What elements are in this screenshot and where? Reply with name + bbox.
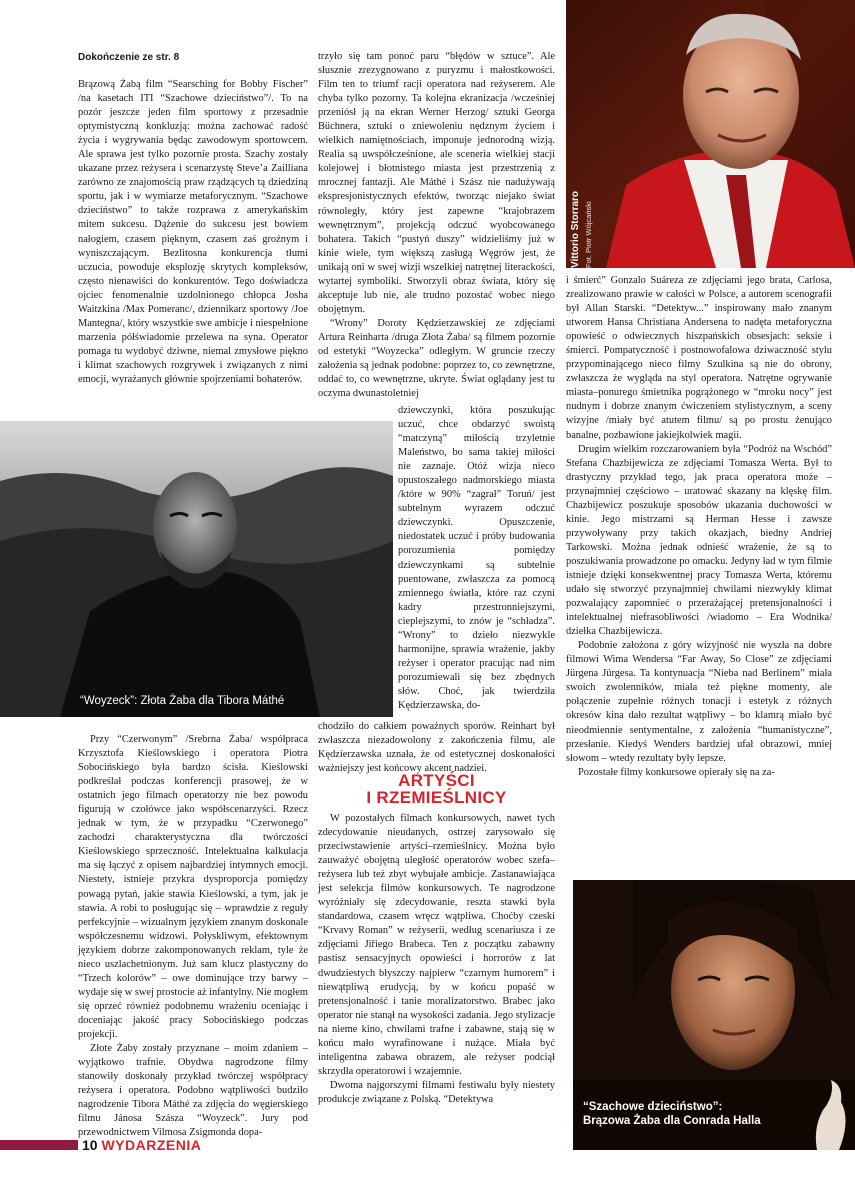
- portrait-credit: Fot. Piotr Wójcański: [584, 201, 593, 268]
- chess-caption: [583, 1100, 843, 1128]
- portrait-image: [566, 0, 855, 268]
- column-3: [566, 274, 832, 780]
- woyzeck-image: [0, 421, 393, 717]
- paragraph: dziewczynki, która poszukując uczuć, chce obdarzyć swoistą “matczyną” miłością trzyletnie Maleństwo, bo sama takiej miłości nie zaznaje. Otóż wizja nieco opustoszałego nadmorskiego miasta /które w 90% “zagrał” Toruń/ jest subtelnym wyrazem odczuć dziewczynki. Opuszczenie, niedostatek uczuć i próby budowania porozumienia pomiędzy dziewczynkami są subtelnie puentowane, zwłaszcza za pomocą zmiennego światła, które raz czyni kadry przestronniejszymi, cieplejszymi, to znów je “schładza”. “Wrony” to dzieło niezwykle harmonijne, sprawia wrażenie, jakby reżyser i operator pracując nad nim porozumiewali się bez zbędnych słów. Choć, jak twierdziła Kędzierzawska, do-: [398, 405, 555, 711]
- continuation-label: Dokończenie ze str. 8: [78, 52, 180, 63]
- paragraph: chodziło do całkiem poważnych sporów. Reinhart był zwłaszcza niezadowolony z zakończenia filmu, ale Kędzierzawska uznała, że od estetycznej doskonałości ważniejszy jest końcowy akcent nadziei.: [318, 721, 555, 775]
- section-title-line-2: I RZEMIEŚLNICY: [366, 788, 507, 807]
- paragraph: trzyło się tam ponoć paru “błędów w sztuce”. Ale słusznie zrezygnowano z puryzmu i małostkowości. Film ten to triumf racji operatora nad reżyserem. Ale chyba tylko pozorny. Ta kolejna ekranizacja /wcześniej przeniósł ją na ekran Werner Herzog/ sztuki Georga Büchnera, sztuki o zniewoleniu nędznym życiem i wielkich namiętnościach, imponuje jednorodną wizją. Realia są uwspółcześnione, ale sceneria wielkiej stacji kolejowej i błotnistego miasta jest przestrzenią z mrocznej fantazji. Ale Máthé i Szász nie nadużywają ekspresjonistycznych efektów, tworząc niejako świat równoległy, który jest zapewne “krajobrazem wewnętrznym”, projekcją odczuć wyobcowanego bohatera. Takich “pustyń duszy” widzieliśmy już w kinie wiele, tym większą zasługą Węgrów jest, że unikają oni w swej wizji wszelkiej natrętnej literackości, wytartej symboliki. Stworzyli obraz świata, który się akceptuje lub nie, ale trudno pozostać wobec niego obojętnym.: [318, 51, 555, 315]
- paragraph: W pozostałych filmach konkursowych, nawet tych zdecydowanie nieudanych, ostrzej zarysowało się przeciwstawienie artyści–rzemieślnicy. Można było zauważyć obojętną uległość operatorów wobec szefa–reżysera lub też zbyt wybujałe ambicje. Zastanawiająca jest selekcja filmów konkursowych. Te nagrodzone wyróżniały się zdecydowanie, reszta stawki była standardowa, czasem wręcz wątpliwa. Choćby czeski “Krvavy Roman” w reżyserii, według scenariusza i ze zdjęciami Jiřiego Brabeca. Ten z początku zabawny pastisz sensacyjnych opowieści i horrorów z lat dwudziestych błyszczy najpierw “czarnym humorem” i niewątpliwą erudycją, by w końcu popaść w pretensjonalność i tanie moralizatorstwo. Brabec jako operator nie stanął na wysokości zadania. Jego stylizacje na nieme kino, chwilami trafne i zabawne, stają się w końcu mało wyrafinowane i nużące. Miała być inteligentna zabawa obrazem, ale reżyser podciął skrzydła operatorowi i wzajemnie.: [318, 813, 555, 1077]
- column-2-wrap: [398, 404, 555, 713]
- paragraph: “Wrony” Doroty Kędzierzawskiej ze zdjęciami Artura Reinharta /druga Złota Żaba/ są filmem pozornie od estetyki “Woyzecka” odległym. W gruncie rzeczy założenia są jednak podobne: poprzez to, co zewnętrzne, oddać to, co wewnętrzne, ukryte. Świat oglądany jest tu oczyma dwunastoletniej: [318, 317, 555, 400]
- paragraph: Przy “Czerwonym” /Srebrna Żaba/ współpraca Krzysztofa Kieślowskiego i operatora Piotra Sobocińskiego była bardzo ścisła. Kieślowski podkreślał podczas konferencji prasowej, że w ostatnich jego filmach operatorzy nie bez powodu figurują w czołówce jako współscenarzyści. Rzecz jednak w tym, że w przypadku “Czerwonego” zachodzi charakterystyczna dla twórczości Kieślowskiego sprzeczność. Intelektualna kalkulacja ma się łączyć z opisem najbardziej intymnych emocji. Niestety, istnieje przykra dysproporcja pomiędzy powagą pytań, jakie stawia Kieślowski, a tym, jak je stawia. A robi to posługując się – wprawdzie z reguły perfekcyjnie – wizualnym językiem znanym doskonale współczesnemu widzowi. Połyskliwym, efektownym językiem dobrze zakomponowanych reklam, tyle że nieco uszlachetnionym. Już sam klucz plastyczny do “Trzech kolorów” – owe dominujące trzy barwy – wydaje się w swej prostocie aż infantylny. Nie mogłem się oprzeć również podobnemu wrażeniu oceniając i doceniając jakość pracy Sobocińskiego podczas projekcji.: [78, 734, 308, 1040]
- chess-caption-line-2: Brązowa Żaba dla Conrada Halla: [583, 1115, 761, 1127]
- paragraph: i śmierć” Gonzalo Suáreza ze zdjęciami jego brata, Carlosa, zrealizowano prawie w całości w Polsce, a autorem scenografii był Allan Starski. “Detektyw...” inspirowany mało znanym utworem Hansa Christiana Andersena to nadęta metaforyczna opowieść o odwiecznych hiszpańskich obsesjach: seksie i śmierci. Pompatyczność i postnowofalowa dziwaczność stylu przypominającego nieco filmy Szulkina są nie do obrony, zwłaszcza że wygląda na styl operatora. Natrętne ogrywanie miasta–ponurego śmietnika pogrążonego w “mroku nocy” jest nudnym i dobrze znanym ćwiczeniem stylistycznym, a sceny wizyjne /miały być atutem filmu/ są po prostu żenująco banalne, pozbawione jakiejkolwiek magii.: [566, 275, 832, 441]
- paragraph: Dwoma najgorszymi filmami festiwalu były niestety produkcje związane z Polską. “Detektywa: [318, 1079, 555, 1105]
- column-1-bottom: [78, 733, 308, 1140]
- paragraph: Pozostałe filmy konkursowe opierały się na za-: [578, 766, 775, 778]
- paragraph: Drugim wielkim rozczarowaniem była “Podróż na Wschód” Stefana Chazbijewicza ze zdjęciami Tomasza Werta. Był to drastyczny przykład tego, jak praca operatora może – przynajmniej częściowo – uratować skazany na klęskę film. Chazbijewicz poszukuje sposobów ukazania duchowości w kinie. Jego mistrzami są Herman Hesse i zawsze przywoływany przy takich okazjach, biedny Andriej Tarkowski. Można jednak odnieść wrażenie, że są to poszukiwania prowadzone po omacku. Jedyny ład w tym filmie istnieje dzięki konsekwentnej pracy Tomasza Werta, któremu udało się stworzyć przynajmniej chwilami niezwykły klimat pozwalający zapomnieć o przerażającej pretensjonalności i intelektualnej niefrasobliwości /wiadomo – Era Wodnika/ dziełka Chazbijewicza.: [566, 443, 832, 638]
- section-name: WYDARZENIA: [101, 1137, 202, 1153]
- paragraph: Podobnie założona z góry wizyjność nie wyszła na dobre filmowi Wima Wendersa “Far Away, So Close” ze zdjęciami Jürgena Jürgesa. Ta kontynuacja “Nieba nad Berlinem” miała swoich zwolenników, miała też piękne momenty, ale połączenie zupełnie różnych tonacji i estetyk z różnych okresów kina dało rezultat wątpliwy – bo klamrą miało być nieodmiennie sentymentalne, z założenia “humanistyczne”, przesłanie. Kiedyś Wenders bardziej ufał obrazowi, mniej słowom – wtedy rezultaty były lepsze.: [566, 640, 832, 764]
- section-title: [318, 772, 555, 806]
- photo-portrait: [566, 0, 855, 268]
- photo-chess: [573, 880, 855, 1150]
- paragraph: Złote Żaby zostały przyznane – moim zdaniem – wyjątkowo trafnie. Obydwa nagrodzone filmy stanowiły doskonały przykład twórczej współpracy reżysera i operatora. Podobno wątpliwości budziło nagrodzenie Tibora Máthé za zdjęcia do węgierskiego filmu Jánosa Szásza “Woyzeck”. Jury pod przewodnictwem Vilmosa Zsigmonda dopa-: [78, 1043, 308, 1139]
- section-title-line-1: ARTYŚCI: [398, 771, 475, 790]
- woyzeck-caption: “Woyzeck”: Złota Żaba dla Tibora Máthé: [80, 695, 285, 707]
- photo-woyzeck: [0, 421, 393, 717]
- page-folio: [82, 1137, 302, 1153]
- paragraph: Brązową Żabą film “Searsching for Bobby Fischer” /na kasetach ITI “Szachowe dzieciństwo”/. To na pozór jeszcze jeden film sportowy z przesadnie optymistyczną konkluzją: można zachować radość życia i wygrywania będąc zawodowym sportowcem. Ale sprawa jest tylko pozornie prosta. Szachy zostały ukazane przez reżysera i scenarzystę Steve’a Zailliana zarówno ze znajomością praw rządzących tą dziedziną sportu, jak i w wymiarze metaforycznym. “Szachowe dzieciństwo” to także rozprawa z amerykańskim mitem sukcesu. Dążenie do sukcesu jest bowiem nałogiem, czasem pięknym, czasem zaś groźnym i wyniszczającym. Bezlitosna konkurencja tłumi uczucia, powoduje eksplozję skrytych kompleksów, często nienawiści do konkurentów. Tego doświadcza ojciec fenomenalnie uzdolnionego chłopca Josha Waitzkina /Max Pomeranc/, dziennikarz sportowy /Joe Mantegna/, który wszystkie swe ambicje i niespełnione marzenia półświadomie przelewa na syna. Operator pomaga tu wydobyć dziwne, niemal zmysłowe piękno i klimat szachowych rozgrywek i związanych z nimi emocji, wyrażanych głównie spojrzeniami bohaterów.: [78, 79, 308, 385]
- column-1-top: [78, 78, 308, 387]
- footer-accent-bar: [0, 1140, 78, 1150]
- portrait-caption-name: Vittorio Storraro: [570, 190, 581, 268]
- column-2-top: [318, 50, 555, 401]
- column-2-bottom: [318, 812, 555, 1107]
- chess-caption-line-1: “Szachowe dzieciństwo”:: [583, 1101, 723, 1113]
- column-2-continued: [318, 720, 555, 776]
- page-number: 10: [82, 1137, 98, 1153]
